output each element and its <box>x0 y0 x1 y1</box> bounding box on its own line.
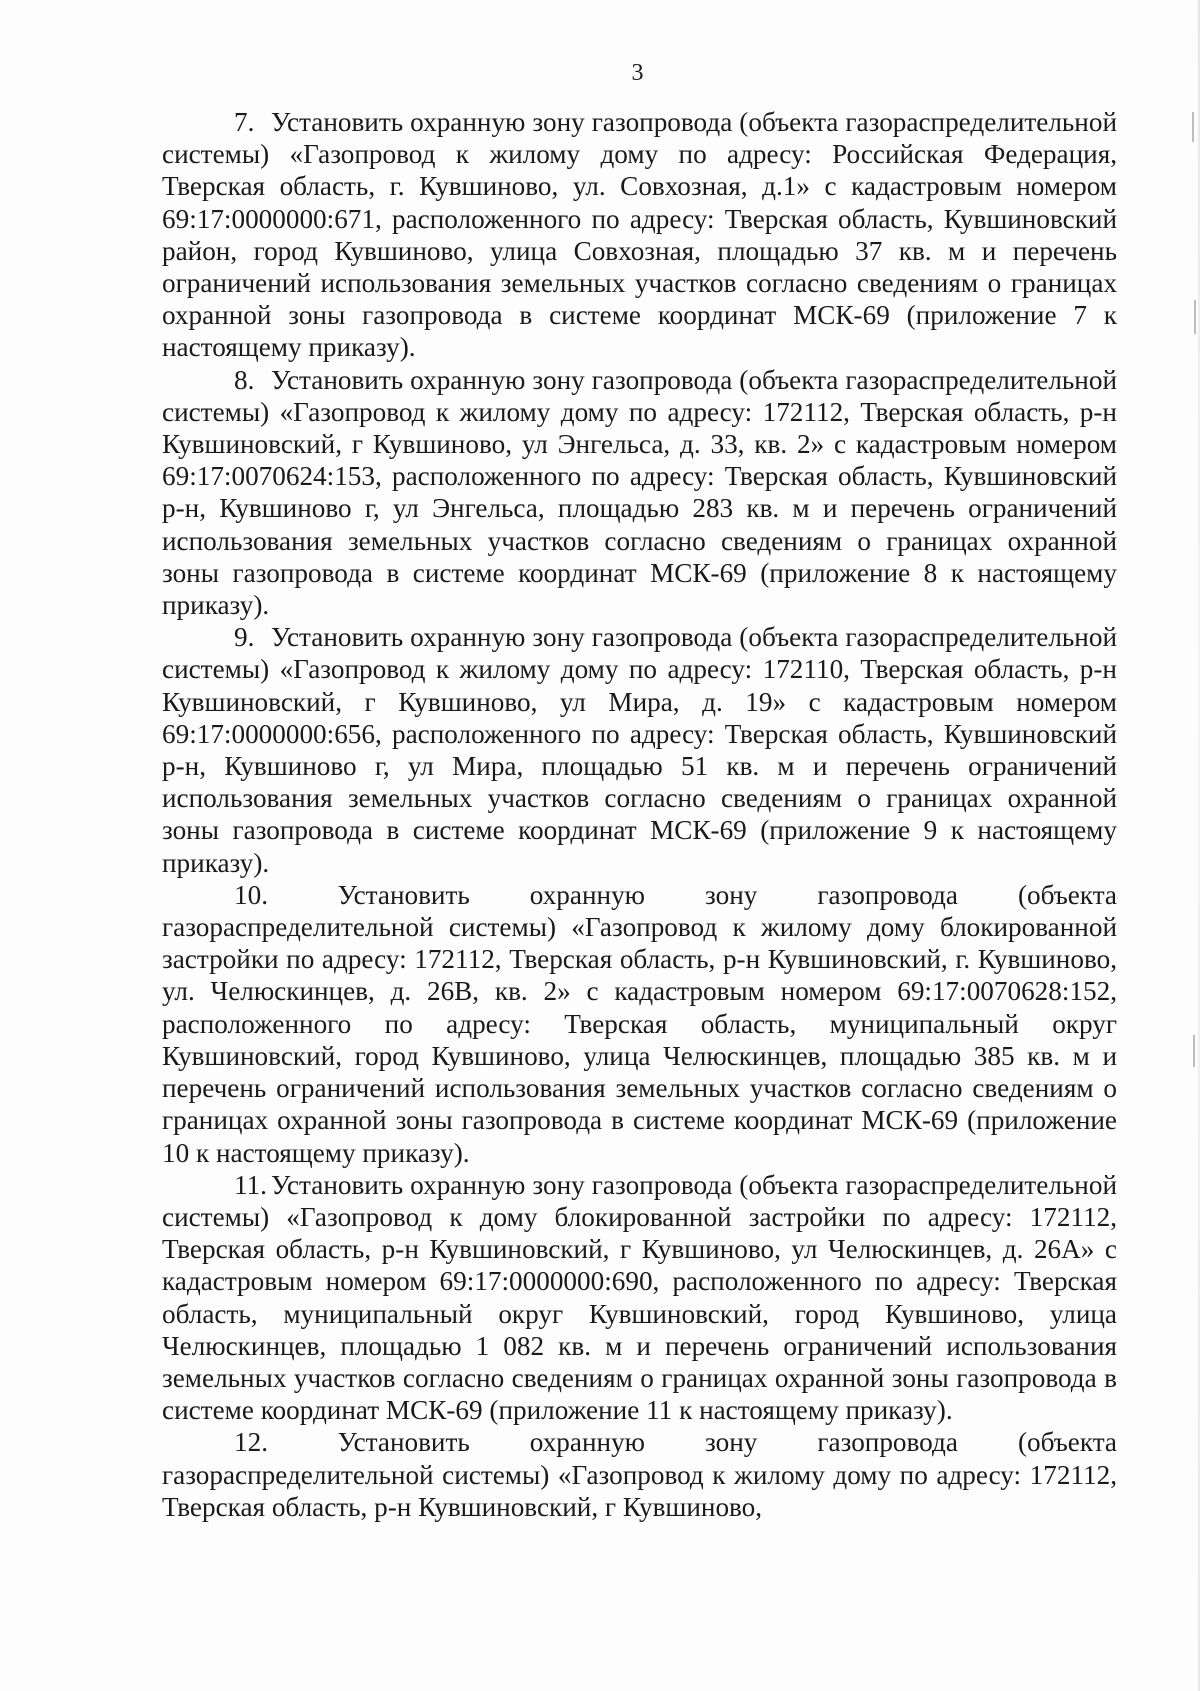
paragraph-item-9: 9. Установить охранную зону газопровода (объекта газораспределительной системы) «Газопровод к жилому дому по адресу: 172110, Тверская область, р-н Кувшиновский, г Кувшиново, ул Мира, д. 19» с кадастровым номером 69:17:0000000:656, расположенного по адресу: Тверская область, Кувшиновский р-н, Кувшиново г, ул Мира, площадью 51 кв. м и перечень ограничений использования земельных участков согласно сведениям о границах охранной зоны газопровода в системе координат МСК-69 (приложение 9 к настоящему приказу). <box>162 622 1124 878</box>
document-body <box>162 106 1124 1523</box>
scan-mark <box>1192 112 1194 142</box>
paragraph-item-8: 8. Установить охранную зону газопровода (объекта газораспределительной системы) «Газопровод к жилому дому по адресу: 172112, Тверская область, р-н Кувшиновский, г Кувшиново, ул Энгельса, д. 33, кв. 2» с кадастровым номером 69:17:0070624:153, расположенного по адресу: Тверская область, Кувшиновский р-н, Кувшиново г, ул Энгельса, площадью 283 кв. м и перечень ограничений использования земельных участков согласно сведениям о границах охранной зоны газопровода в системе координат МСК-69 (приложение 8 к настоящему приказу). <box>162 364 1124 621</box>
paragraph-item-11: 11. Установить охранную зону газопровода (объекта газораспределительной системы) «Газопровод к дому блокированной застройки по адресу: 172112, Тверская область, р-н Кувшиновский, г Кувшиново, ул Челюскинцев, д. 26А» с кадастровым номером 69:17:0000000:690, расположенного по адресу: Тверская область, муниципальный округ Кувшиновский, город Кувшиново, улица Челюскинцев, площадью 1 082 кв. м и перечень ограничений использования земельных участков согласно сведениям о границах охранной зоны газопровода в системе координат МСК-69 (приложение 11 к настоящему приказу). <box>162 1169 1124 1426</box>
scan-mark <box>1194 300 1196 334</box>
paragraph-item-10: 10. Установить охранную зону газопровода (объекта газораспределительной системы) «Газопровод к жилому дому блокированной застройки по адресу: 172112, Тверская область, р-н Кувшиновский, г. Кувшиново, ул. Челюскинцев, д. 26В, кв. 2» с кадастровым номером 69:17:0070628:152, расположенного по адресу: Тверская область, муниципальный округ Кувшиновский, город Кувшиново, улица Челюскинцев, площадью 385 кв. м и перечень ограничений использования земельных участков согласно сведениям о границах охранной зоны газопровода в системе координат МСК-69 (приложение 10 к настоящему приказу). <box>162 879 1124 1168</box>
paragraph-item-12: 12. Установить охранную зону газопровода (объекта газораспределительной системы) «Газопровод к жилому дому по адресу: 172112, Тверская область, р-н Кувшиновский, г Кувшиново, <box>162 1427 1124 1522</box>
paragraph-item-7: 7. Установить охранную зону газопровода (объекта газораспределительной системы) «Газопровод к жилому дому по адресу: Российская Федерация, Тверская область, г. Кувшиново, ул. Совхозная, д.1» с кадастровым номером 69:17:0000000:671, расположенного по адресу: Тверская область, Кувшиновский район, город Кувшиново, улица Совхозная, площадью 37 кв. м и перечень ограничений использования земельных участков согласно сведениям о границах охранной зоны газопровода в системе координат МСК-69 (приложение 7 к настоящему приказу). <box>162 107 1124 363</box>
page-number: 3 <box>631 60 644 86</box>
scan-mark <box>1193 1035 1195 1067</box>
